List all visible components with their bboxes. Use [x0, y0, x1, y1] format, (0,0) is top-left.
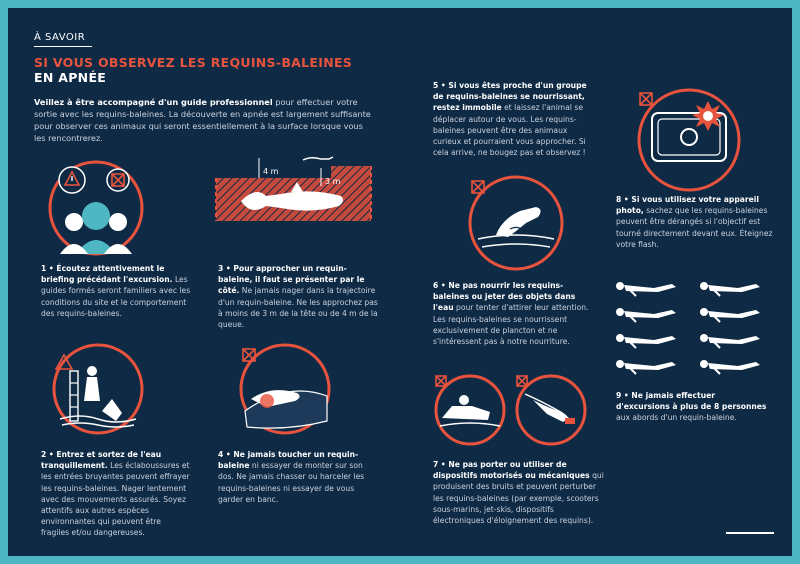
- tip-6: [433, 280, 598, 347]
- tip-2-bold: 2 • Entrez et sortez de l'eau tranquillement.: [41, 450, 162, 471]
- swimmer-icon: [700, 282, 760, 296]
- page-title-line-2: EN APNÉE: [34, 70, 107, 85]
- intro-bold: Veillez à être accompagné d'un guide professionnel: [34, 97, 273, 107]
- tip-3: [218, 263, 380, 330]
- kicker-underline: [34, 46, 92, 47]
- tip-6-text: pour tenter d'attirer leur attention. Les requins-baleines se nourrissent exclusivement de plancton et ne s'intéressent pas à notre nourriture.: [433, 303, 589, 347]
- tip-3-bold: 3 • Pour approcher un requin-baleine, il faut se présenter par le côté.: [218, 264, 365, 296]
- intro-text: pour effectuer votre sortie avec les requins-baleines. La découverte en apnée est largement suffisante pour observer ces animaux qui seront essentiellement à la surface lorsque vous les rencontrerez.: [34, 97, 371, 143]
- underwater-scooter-illustration: [513, 372, 589, 448]
- swimmer-icon: [700, 308, 760, 322]
- swimmers-group-illustration: [614, 278, 784, 388]
- tip-9-bold: 9 • Ne jamais effectuer d'excursions à plus de 8 personnes: [616, 391, 767, 412]
- intro-paragraph: [34, 96, 374, 144]
- tip-5-bold: 5 • Si vous êtes proche d'un groupe de requins-baleines se nourrissant, restez immobile: [433, 81, 587, 113]
- entering-water-illustration: [50, 341, 146, 437]
- tip-5: [433, 80, 595, 158]
- no-touching-illustration: [237, 341, 333, 437]
- tip-8: [616, 194, 776, 250]
- depth-label-3m: 3 m: [325, 177, 341, 186]
- swimmer-icon: [616, 308, 676, 322]
- bottom-decorative-line: [726, 532, 774, 534]
- no-feeding-illustration: [466, 173, 566, 273]
- tip-1-bold: 1 • Écoutez attentivement le briefing précédant l'excursion.: [41, 264, 173, 285]
- tip-7-bold: 7 • Ne pas porter ou utiliser de dispositifs motorisés ou mécaniques: [433, 460, 590, 481]
- tip-2: [41, 449, 191, 539]
- tip-9-text: aux abords d'un requin-baleine.: [616, 413, 737, 423]
- tip-3-text: Ne jamais nager dans la trajectoire d'un requin-baleine. Ne les approchez pas à moins de 3 m de la tête ou de 4 m de la queue.: [218, 286, 378, 330]
- tip-2-text: Les éclaboussures et les entrées bruyantes peuvent effrayer les requins-baleines. Nager lentement avec des mouvements assurés. Soyez attentifs aux autres espèces environnantes qui peuvent être fragiles et/ou dangereuses.: [41, 461, 190, 538]
- tip-4-text: ni essayer de monter sur son dos. Ne jamais chasser ou harceler les requins-baleines ni essayer de vous garder en banc.: [218, 461, 365, 504]
- depth-label-4m: 4 m: [263, 167, 279, 176]
- swimmer-icon: [700, 360, 760, 374]
- tip-1: [41, 263, 196, 319]
- swimmer-icon: [616, 282, 676, 296]
- tip-7-text: qui produisent des bruits et peuvent perturber les requins-baleines (par exemple, scooters sous-marins, jet-skis, dispositifs électroniques d'éloignement des requins).: [433, 471, 604, 526]
- tip-8-text: sachez que les requins-baleines peuvent être dérangés si l'objectif est tourné directement devant eux. Éteignez votre flash.: [616, 206, 773, 249]
- tip-6-bold: 6 • Ne pas nourrir les requins-baleines ou jeter des objets dans l'eau: [433, 281, 576, 313]
- tip-8-bold: 8 • Si vous utilisez votre appareil photo,: [616, 195, 760, 216]
- tip-5-text: et laissez l'animal se déplacer autour de vous. Les requins-baleines peuvent être des animaux curieux et pourraient vous approcher. Si cela arrive, ne bougez pas et observez !: [433, 103, 586, 158]
- approach-zone-illustration: [211, 156, 381, 236]
- jetski-illustration: [432, 372, 508, 448]
- swimmer-icon: [700, 334, 760, 348]
- tip-7: [433, 459, 605, 526]
- swimmer-icon: [616, 360, 676, 374]
- page-title-line-1: SI VOUS OBSERVEZ LES REQUINS-BALEINES: [34, 55, 353, 70]
- tip-1-text: Les guides formés seront familiers avec les conditions du site et le comportement des requins-baleines.: [41, 275, 191, 318]
- infographic-page: [8, 8, 792, 556]
- tip-4-bold: 4 • Ne jamais toucher un requin-baleine: [218, 450, 359, 471]
- swimmer-icon: [616, 334, 676, 348]
- section-kicker: À SAVOIR: [34, 32, 86, 43]
- camera-illustration: [634, 85, 744, 195]
- briefing-illustration: [46, 158, 146, 258]
- tip-9: [616, 390, 771, 424]
- tip-4: [218, 449, 378, 505]
